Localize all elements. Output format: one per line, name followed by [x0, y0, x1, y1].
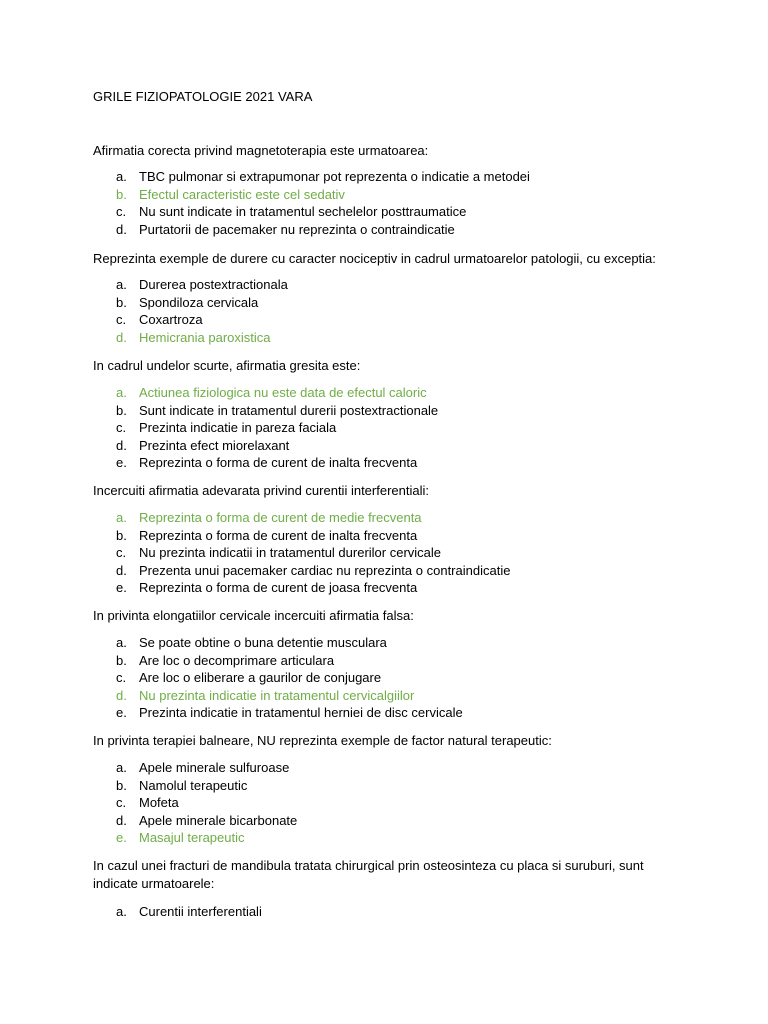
option: b. Spondiloza cervicala [116, 294, 259, 310]
option: c. Nu prezinta indicatii in tratamentul durerilor cervicale [116, 545, 442, 561]
option: d. Prezenta unui pacemaker cardiac nu reprezinta o contraindicatie [116, 562, 511, 578]
option: d. Apele minerale bicarbonate [116, 812, 298, 828]
question-7-text: In cazul unei fracturi de mandibula tratata chirurgical prin osteosinteza cu placa si suruburi, sunt indicate urmatoarele: [93, 858, 644, 891]
option: a. Curentii interferentiali [116, 904, 262, 919]
option-correct: b. Efectul caracteristic este cel sedativ [116, 186, 345, 202]
question-3-text: In cadrul undelor scurte, afirmatia gresita este: [93, 358, 361, 373]
option: a. Durerea postextractionala [116, 277, 288, 292]
option: c. Prezinta indicatie in pareza faciala [116, 420, 337, 436]
question-4-options [116, 509, 510, 597]
question-3-options [116, 384, 438, 472]
option: a. Se poate obtine o buna detentie musculara [116, 635, 387, 650]
option: c. Are loc o eliberare a gaurilor de conjugare [116, 670, 382, 686]
option: b. Namolul terapeutic [116, 777, 248, 793]
option: b. Sunt indicate in tratamentul durerii postextractionale [116, 402, 439, 418]
question-6-text: In privinta terapiei balneare, NU reprezinta exemple de factor natural terapeutic: [93, 733, 552, 748]
option: b. Reprezinta o forma de curent de inalta frecventa [116, 527, 418, 543]
option: e. Reprezinta o forma de curent de inalta frecventa [116, 455, 418, 471]
document-title: GRILE FIZIOPATOLOGIE 2021 VARA [93, 89, 313, 104]
option: c. Coxartroza [116, 312, 203, 328]
question-1-text: Afirmatia corecta privind magnetoterapia este urmatoarea: [93, 143, 429, 158]
question-7-options [116, 903, 262, 921]
option: e. Reprezinta o forma de curent de joasa frecventa [116, 580, 418, 596]
question-5-options [116, 634, 463, 722]
question-4-text: Incercuiti afirmatia adevarata privind curentii interferentiali: [93, 483, 429, 498]
question-2-options [116, 276, 288, 346]
option: c. Mofeta [116, 795, 179, 811]
option-correct: d. Nu prezinta indicatie in tratamentul cervicalgiilor [116, 687, 415, 703]
question-2-text: Reprezinta exemple de durere cu caracter nociceptiv in cadrul urmatoarelor patologii, cu exceptia: [93, 251, 656, 266]
option: e. Prezinta indicatie in tratamentul herniei de disc cervicale [116, 705, 463, 721]
option: a. TBC pulmonar si extrapumonar pot reprezenta o indicatie a metodei [116, 169, 530, 184]
option: d. Prezinta efect miorelaxant [116, 437, 290, 453]
question-1-options [116, 168, 530, 238]
option-correct: d. Hemicrania paroxistica [116, 329, 271, 345]
option: c. Nu sunt indicate in tratamentul sechelelor posttraumatice [116, 204, 467, 220]
option: d. Purtatorii de pacemaker nu reprezinta o contraindicatie [116, 221, 455, 237]
question-5-text: In privinta elongatiilor cervicale incercuiti afirmatia falsa: [93, 608, 414, 623]
option-correct: e. Masajul terapeutic [116, 830, 245, 846]
option-correct: a. Reprezinta o forma de curent de medie frecventa [116, 510, 422, 525]
option: a. Apele minerale sulfuroase [116, 760, 290, 775]
option: b. Are loc o decomprimare articulara [116, 652, 335, 668]
option-correct: a. Actiunea fiziologica nu este data de efectul caloric [116, 385, 427, 400]
question-6-options [116, 759, 297, 847]
